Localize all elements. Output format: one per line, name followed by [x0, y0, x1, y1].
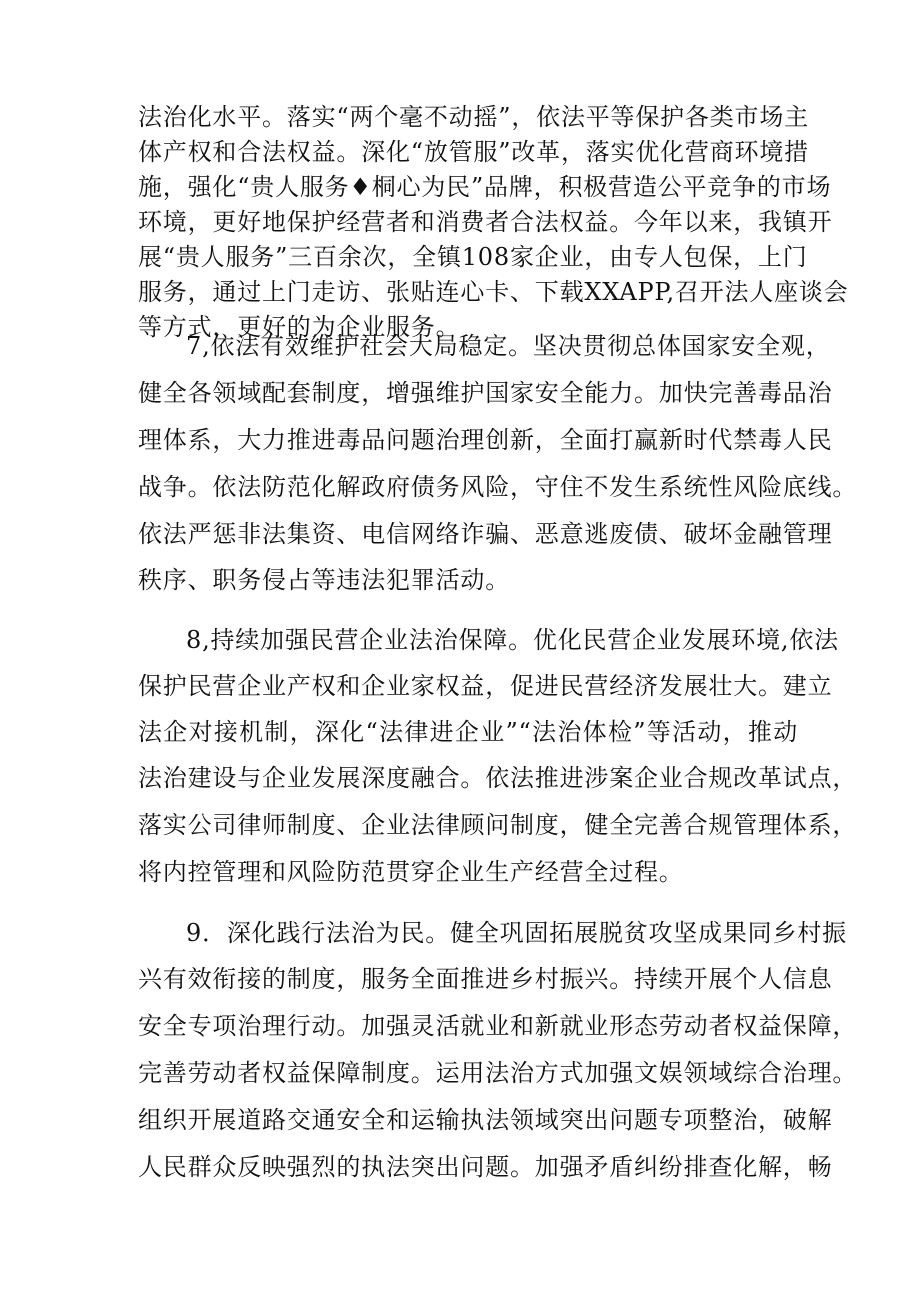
text-line: 组织开展道路交通安全和运输执法领域突出问题专项整治，破解: [138, 1106, 833, 1134]
text-line: 健全各领域配套制度，增强维护国家安全能力。加快完善毒品治: [138, 379, 833, 407]
text-line: 等方式，更好的为企业服务。: [138, 313, 461, 341]
text-line: 法企对接机制，深化“法律进企业”“法治体检”等活动，推动: [138, 718, 798, 746]
text-line: 人民群众反映强烈的执法突出问题。加强矛盾纠纷排查化解，畅: [138, 1153, 833, 1181]
text-line: 秩序、职务侵占等违法犯罪活动。: [138, 566, 510, 594]
text-line: 保护民营企业产权和企业家权益，促进民营经济发展壮大。建立: [138, 672, 833, 700]
text-line: 服务，通过上门走访、张贴连心卡、下载XXAPP,召开法人座谈会: [138, 278, 849, 306]
text-line: 战争。依法防范化解政府债务风险，守住不发生系统性风险底线。: [138, 473, 858, 501]
text-line: 依法严惩非法集资、电信网络诈骗、恶意逃废债、破坏金融管理: [138, 520, 833, 548]
text-line: 理体系，大力推进毒品问题治理创新，全面打赢新时代禁毒人民: [138, 426, 833, 454]
text-line: 将内控管理和风险防范贯穿企业生产经营全过程。: [138, 858, 684, 886]
text-line: 落实公司律师制度、企业法律顾问制度，健全完善合规管理体系，: [138, 811, 858, 839]
text-line: 施，强化“贵人服务♦桐心为民”品牌，积极营造公平竞争的市场: [138, 173, 832, 201]
text-line: 环境，更好地保护经营者和消费者合法权益。今年以来，我镇开: [138, 208, 833, 236]
text-line: 安全专项治理行动。加强灵活就业和新就业形态劳动者权益保障，: [138, 1012, 858, 1040]
text-line: 8,持续加强民营企业法治保障。优化民营企业发展环境,依法: [186, 626, 839, 654]
text-line: 体产权和合法权益。深化“放管服”改革，落实优化营商环境措: [138, 138, 809, 166]
text-line: 法治建设与企业发展深度融合。依法推进涉案企业合规改革试点，: [138, 764, 858, 792]
text-line: 7,依法有效维护社会大局稳定。坚决贯彻总体国家安全观，: [186, 332, 831, 360]
text-line: 展“贵人服务”三百余次，全镇108家企业，由专人包保，上门: [138, 243, 808, 271]
text-line: 9．深化践行法治为民。健全巩固拓展脱贫攻坚成果同乡村振: [186, 919, 847, 947]
text-line: 完善劳动者权益保障制度。运用法治方式加强文娱领域综合治理。: [138, 1059, 858, 1087]
text-line: 兴有效衔接的制度，服务全面推进乡村振兴。持续开展个人信息: [138, 965, 833, 993]
text-line: 法治化水平。落实“两个毫不动摇”，依法平等保护各类市场主: [138, 103, 809, 131]
